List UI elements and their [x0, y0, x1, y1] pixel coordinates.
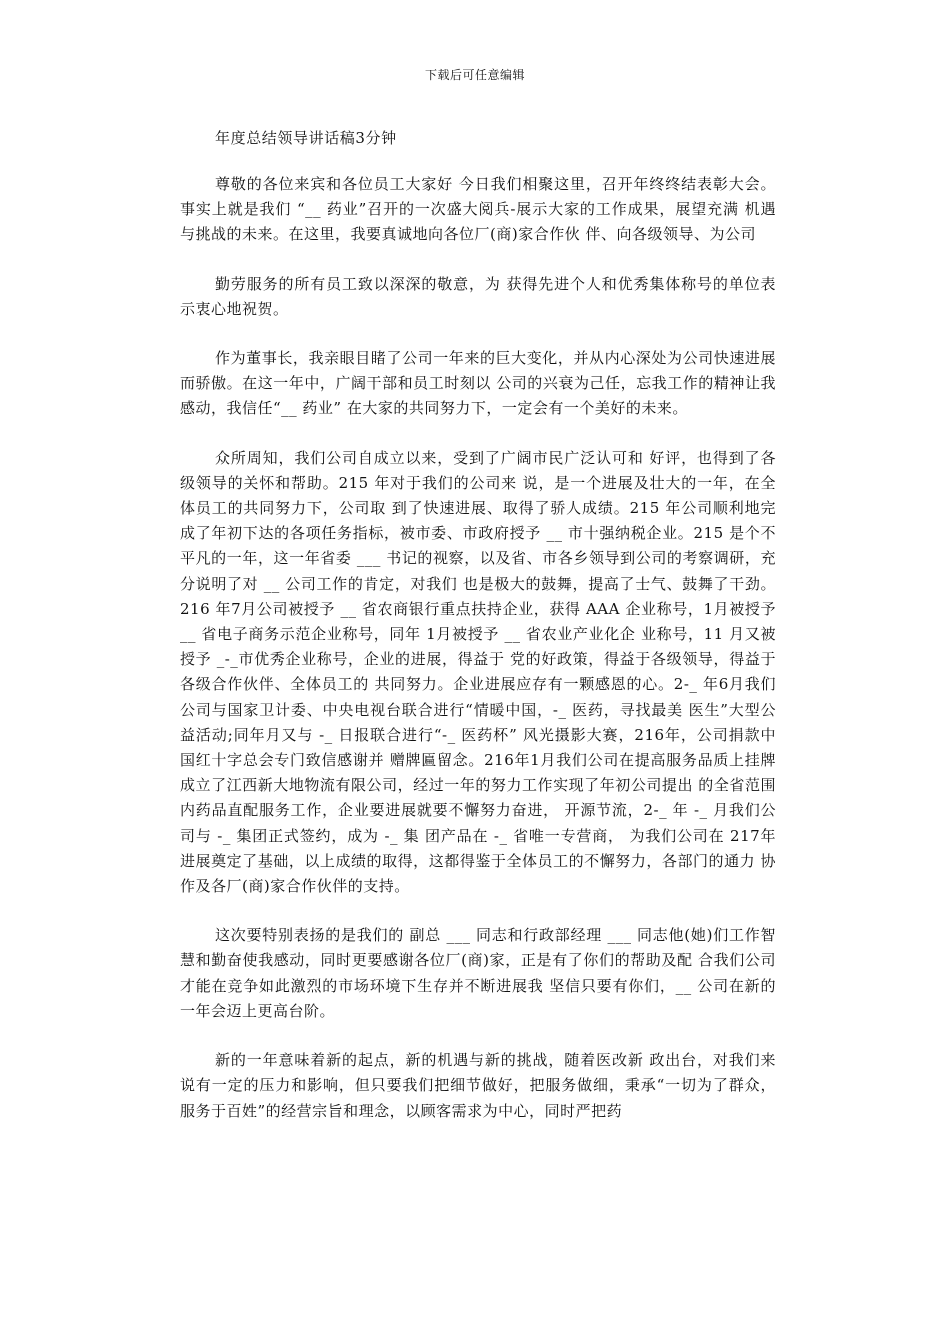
page-header: 下载后可任意编辑 — [424, 68, 525, 82]
paragraph-chairman: 作为董事长，我亲眼目睹了公司一年来的巨大变化，并从内心深处为公司快速进展而骄傲。在这一年中，广阔干部和员工时刻以 公司的兴衰为己任，忘我工作的精神让我感动，我信任“__ 药业” 在大家的共同努力下，一定会有一个美好的未来。 — [180, 349, 776, 418]
paragraph-gratitude: 勤劳服务的所有员工致以深深的敬意，为 获得先进个人和优秀集体称号的单位表示衷心地祝贺。 — [180, 274, 776, 318]
paragraph-commendation: 这次要特别表扬的是我们的 副总 ___ 同志和行政部经理 ___ 同志他(她)们工作智慧和勤奋使我感动，同时更要感谢各位厂(商)家，正是有了你们的帮助及配 合我们公司才能在竞争如此激烈的市场环境下生存并不断进展我 坚信只要有你们，__ 公司在新的一年会迈上更高台阶。 — [180, 926, 776, 1020]
paragraph-new-year: 新的一年意味着新的起点，新的机遇与新的挑战，随着医改新 政出台，对我们来说有一定的压力和影响，但只要我们把细节做好，把服务做细，秉承“一切为了群众，服务于百姓”的经营宗旨和理念，以顾客需求为中心，同时严把药 — [180, 1051, 776, 1120]
paragraph-opening: 尊敬的各位来宾和各位员工大家好 今日我们相聚这里，召开年终终结表彰大会。事实上就是我们 “__ 药业”召开的一次盛大阅兵-展示大家的工作成果，展望充满 机遇与挑战的未来。在这里，我要真诚地向各位厂(商)家合作伙 伴、向各级领导、为公司 — [180, 175, 776, 244]
document-title: 年度总结领导讲话稿3分钟 — [215, 129, 397, 147]
paragraph-achievements: 众所周知，我们公司自成立以来，受到了广阔市民广泛认可和 好评，也得到了各级领导的关怀和帮助。215 年对于我们的公司来 说，是一个进展及壮大的一年，在全体员工的共同努力下，公司取 到了快速进展、取得了骄人成绩。215 年公司顺利地完成了年初下达的各项任务指标，被市委、市政府授予 __ 市十强纳税企业。215 是个不平凡的一年，这一年省委 ___ 书记的视察，以及省、市各乡领导到公司的考察调研，充分说明了对 __ 公司工作的肯定，对我们 也是极大的鼓舞，提高了士气、鼓舞了干劲。216 年7月公司被授予 __ 省农商银行重点扶持企业，获得 AAA 企业称号，1月被授予 __ 省电子商务示范企业称号，同年 1月被授予 __ 省农业产业化企 业称号，11 月又被授予 _-_市优秀企业称号，企业的进展，得益于 党的好政策，得益于各级领导，得益于各级合作伙伴、全体员工的 共同努力。企业进展应存有一颗感恩的心。2-_ 年6月我们公司与国家卫计委、中央电视台联合进行“情暖中国，-_ 医药，寻找最美 医生”大型公益活动;同年月又与 -_ 日报联合进行“-_ 医药杯” 风光摄影大赛，216年，公司捐款中国红十字总会专门致信感谢并 赠牌匾留念。216年1月我们公司在提高服务品质上挂牌成立了江西新大地物流有限公司，经过一年的努力工作实现了年初公司提出 的全省范围内药品直配服务工作，企业要进展就要不懈努力奋进， 开源节流，2-_ 年 -_ 月我们公司与 -_ 集团正式签约，成为 -_ 集 团产品在 -_ 省唯一专营商， 为我们公司在 217年进展奠定了基础，以上成绩的取得，这都得鉴于全体员工的不懈努力，各部门的通力 协作及各厂(商)家合作伙伴的支持。 — [180, 448, 776, 896]
document-body — [180, 172, 776, 1148]
